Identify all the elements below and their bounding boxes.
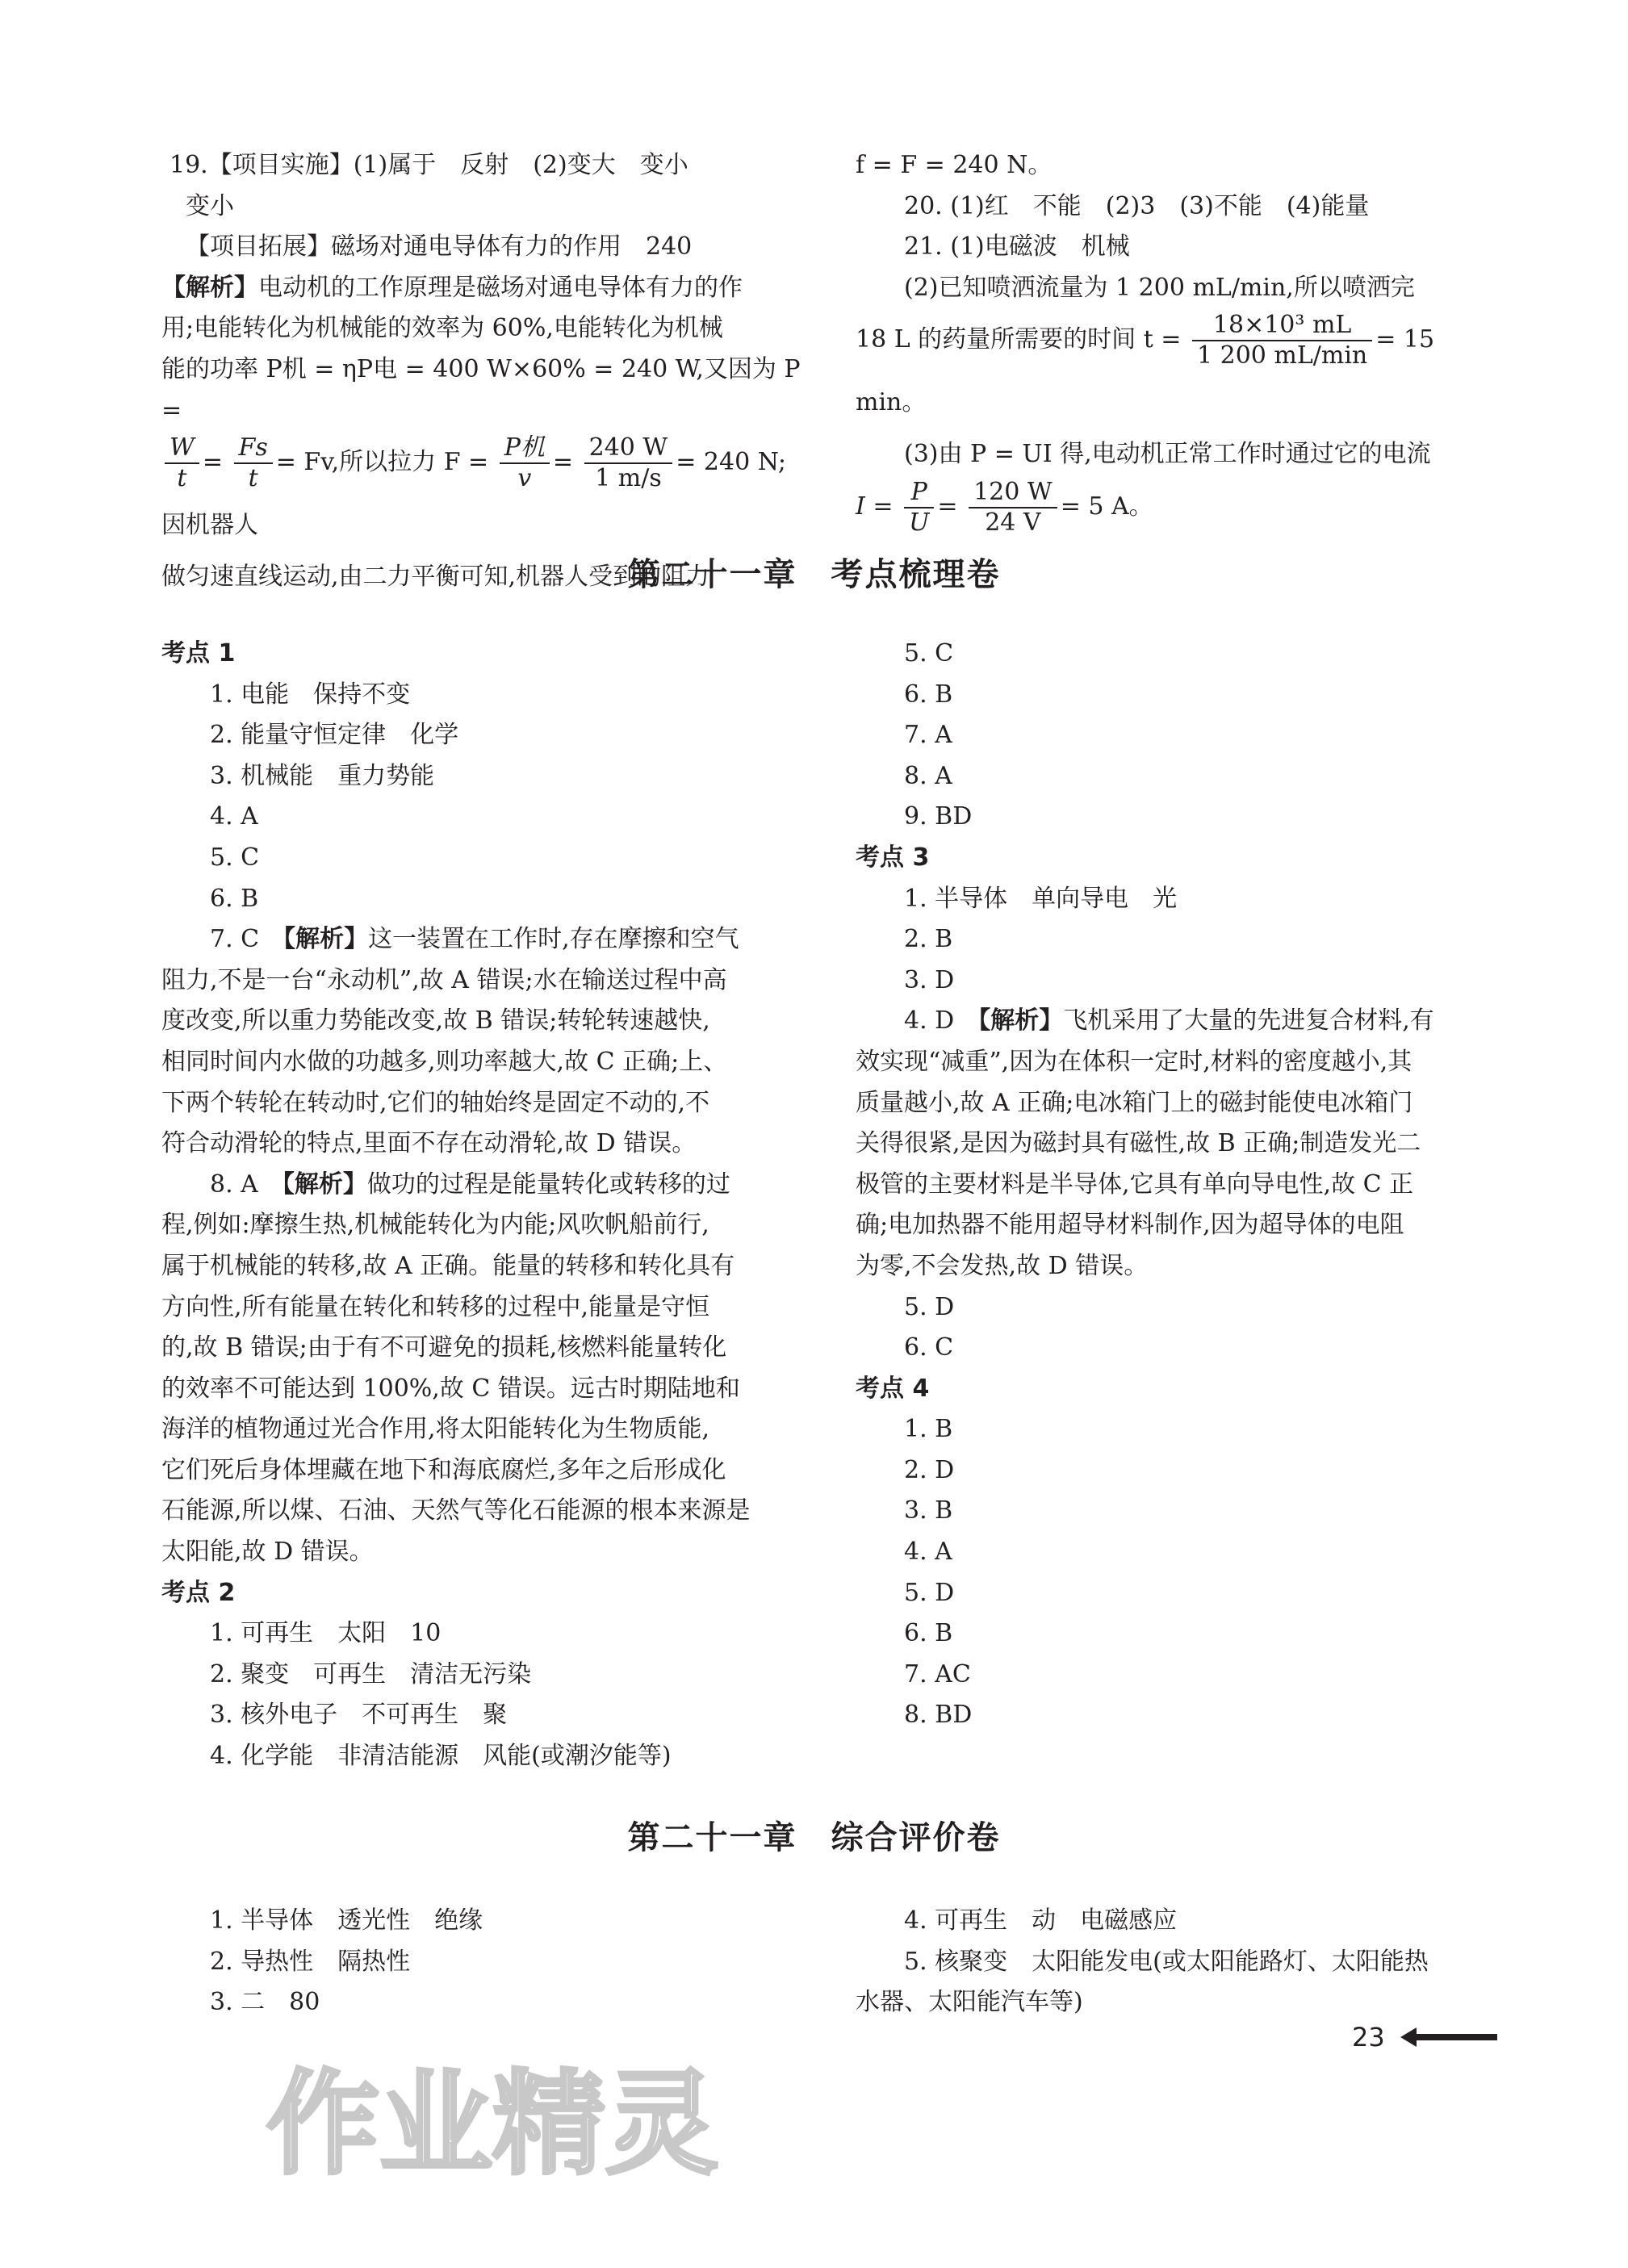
bottom-right-column (856, 1901, 1501, 2023)
friction-answer: f = F = 240 N。 (856, 151, 1053, 179)
kd2-item: 2. 聚变 可再生 清洁无污染 (210, 1659, 532, 1688)
q21-line1: 21. (1)电磁波 机械 (904, 232, 1130, 262)
kd2-item: 1. 可再生 太阳 10 (210, 1619, 442, 1648)
kd1-q8-line: 太阳能,故 D 错误。 (161, 1538, 374, 1567)
kd1-item: 5. C (210, 843, 260, 872)
kd4-item: 7. AC (904, 1659, 971, 1688)
kd2-item: 6. B (904, 680, 953, 709)
q19-jiexi-3: 能的功率 P机 = ηP电 = 400 W×60% = 240 W,又因为 P = (161, 354, 801, 425)
kd4-item: 4. A (904, 1538, 952, 1567)
kd2-item: 4. 化学能 非清洁能源 风能(或潮汐能等) (210, 1742, 672, 1771)
kd1-q8-line: 石能源,所以煤、石油、天然气等化石能源的根本来源是 (161, 1496, 751, 1525)
fraction-p-over-u: $\frac{P}{U}$ (904, 478, 934, 538)
top-left-column (161, 145, 807, 598)
kd2-item: 9. BD (904, 802, 973, 831)
zonghe-item: 4. 可再生 动 电磁感应 (904, 1906, 1178, 1935)
kd1-item: 1. 电能 保持不变 (210, 680, 411, 709)
kd3-q4-line: 为零,不会发热,故 D 错误。 (856, 1251, 1149, 1280)
fraction-w-over-t: $\frac{W}{t}$ (165, 433, 199, 493)
kd3-q4-line: 效实现“减重”,因为在体积一定时,材料的密度越小,其 (856, 1047, 1412, 1076)
kd3-item: 6. C (904, 1333, 954, 1362)
kd1-q8: 8. A 【解析】做功的过程是能量转化或转移的过 (210, 1170, 730, 1199)
kd1-title: 考点 1 (161, 639, 236, 667)
kd3-title: 考点 3 (856, 843, 930, 872)
q21-line4: (3)由 P = UI 得,电动机正常工作时通过它的电流 (904, 440, 1431, 469)
kd2-item: 5. C (904, 639, 954, 667)
watermark-logo (258, 2034, 719, 2195)
q19-line2: 变小 (186, 191, 234, 220)
q20: 20. (1)红 不能 (2)3 (3)不能 (4)能量 (904, 191, 1370, 220)
top-right-column (856, 145, 1501, 538)
kd4-title: 考点 4 (856, 1374, 930, 1403)
fraction-240w-over-1ms: $\frac{240 W}{1 m/s}$ (584, 433, 673, 493)
kd1-q7-line: 下两个转轮在转动时,它们的轴始终是固定不动的,不 (161, 1088, 710, 1117)
zonghe-item: 5. 核聚变 太阳能发电(或太阳能路灯、太阳能热 (904, 1947, 1429, 1976)
kd4-item: 5. D (904, 1578, 955, 1607)
kd1-q8-line: 海洋的植物通过光合作用,将太阳能转化为生物质能, (161, 1415, 710, 1444)
kd1-q7-line: 度改变,所以重力势能改变,故 B 错误;转轮转速越快, (161, 1006, 710, 1036)
kd1-item: 6. B (210, 884, 259, 913)
zonghe-item: 水器、太阳能汽车等) (856, 1988, 1083, 2017)
q19-jiexi-4: $\frac{W}{t}$ = $\frac{Fs}{t}$ = Fv,所以拉力 F = $\frac{\text{P机}}{v}$ = $\frac{240 W}{1 m/s}$ = 240 N;因机器人 (161, 433, 787, 540)
section-title-zonghe: 第二十一章 综合评价卷 (627, 1819, 1001, 1856)
fraction-time: $\frac{\text{18×10³ mL}}{1 200 mL/\min}$ (1192, 311, 1372, 370)
kd1-item: 3. 机械能 重力势能 (210, 761, 435, 790)
section-title-kaodian: 第二十一章 考点梳理卷 (627, 556, 1001, 593)
zonghe-item: 2. 导热性 隔热性 (210, 1947, 411, 1976)
kd1-q8-line: 程,例如:摩擦生热,机械能转化为内能;风吹帆船前行, (161, 1211, 709, 1240)
kd3-q4-line: 质量越小,故 A 正确;电冰箱门上的磁封能使电冰箱门 (856, 1088, 1413, 1117)
kd1-item: 2. 能量守恒定律 化学 (210, 721, 459, 750)
kd1-q8-line: 属于机械能的转移,故 A 正确。能量的转移和转化具有 (161, 1251, 735, 1280)
zonghe-item: 3. 二 80 (210, 1988, 320, 2017)
jiexi-tag: 【解析】 (161, 273, 258, 302)
kd1-item: 4. A (210, 802, 258, 831)
kd1-q8-line: 的效率不可能达到 100%,故 C 错误。远古时期陆地和 (161, 1374, 740, 1403)
kd4-item: 3. B (904, 1496, 953, 1525)
kd4-item: 6. B (904, 1619, 953, 1648)
kd1-q7: 7. C 【解析】这一装置在工作时,存在摩擦和空气 (210, 925, 739, 954)
kd3-item: 3. D (904, 965, 955, 994)
q21-line5: I = $\frac{P}{U}$ = $\frac{120 W}{24 V}$ = 5 A。 (856, 477, 1153, 537)
watermark-text: 作业精灵 (266, 2059, 719, 2191)
kd1-q7-line: 相同时间内水做的功越多,则功率越大,故 C 正确;上、 (161, 1047, 728, 1076)
q19-jiexi-2: 用;电能转化为机械能的效率为 60%,电能转化为机械 (161, 314, 723, 343)
kd1-q7-line: 阻力,不是一台“永动机”,故 A 错误;水在输送过程中高 (161, 965, 727, 994)
mid-right-column (856, 634, 1501, 1736)
kd2-title: 考点 2 (161, 1578, 236, 1607)
kd1-q8-line: 方向性,所有能量在转化和转移的过程中,能量是守恒 (161, 1292, 710, 1321)
zonghe-item: 1. 半导体 透光性 绝缘 (210, 1906, 483, 1935)
left-arrow-icon (1400, 2026, 1497, 2048)
kd4-item: 1. B (904, 1415, 953, 1444)
kd3-item: 2. B (904, 925, 953, 954)
q21-line2: (2)已知喷洒流量为 1 200 mL/min,所以喷洒完 (904, 273, 1415, 302)
q21-line3: 18 L 的药量所需要的时间 t = $\frac{\text{18×10³ mL}}{1 200 mL/\min}$ = 15 min。 (856, 311, 1435, 417)
kd2-item: 8. A (904, 761, 952, 790)
kd2-item: 7. A (904, 721, 952, 750)
fraction-120w-over-24v: $\frac{120 W}{24 V}$ (969, 478, 1057, 538)
bottom-left-column (161, 1901, 807, 2023)
kd3-item: 1. 半导体 单向导电 光 (904, 884, 1178, 913)
kd4-item: 8. BD (904, 1701, 973, 1730)
q19-jiexi-5: 做匀速直线运动,由二力平衡可知,机器人受到的阻力 (161, 563, 710, 592)
page-number: 23 (1352, 2022, 1385, 2052)
q19-line1: 19.【项目实施】(1)属于 反射 (2)变大 变小 (169, 151, 688, 179)
kd1-q8-line: 的,故 B 错误;由于有不可避免的损耗,核燃料能量转化 (161, 1333, 727, 1362)
kd3-q4-line: 极管的主要材料是半导体,它具有单向导电性,故 C 正 (856, 1170, 1414, 1199)
kd3-q4-line: 确;电加热器不能用超导材料制作,因为超导体的电阻 (856, 1211, 1404, 1240)
kd2-item: 3. 核外电子 不可再生 聚 (210, 1701, 508, 1730)
mid-left-column (161, 634, 807, 1777)
q19-jiexi-1: 【解析】电动机的工作原理是磁场对通电导体有力的作 (161, 273, 743, 302)
kd4-item: 2. D (904, 1455, 955, 1484)
q19-tuozhan: 【项目拓展】磁场对通电导体有力的作用 240 (186, 232, 693, 262)
kd3-q4-line: 关得很紧,是因为磁封具有磁性,故 B 正确;制造发光二 (856, 1129, 1421, 1158)
kd1-q8-line: 它们死后身体埋藏在地下和海底腐烂,多年之后形成化 (161, 1455, 726, 1484)
kd1-q7-line: 符合动滑轮的特点,里面不存在动滑轮,故 D 错误。 (161, 1129, 697, 1158)
fraction-p-over-v: $\frac{\text{P机}}{v}$ (500, 433, 550, 493)
fraction-fs-over-t: $\frac{Fs}{t}$ (234, 433, 273, 493)
kd3-q4: 4. D 【解析】飞机采用了大量的先进复合材料,有 (904, 1006, 1434, 1036)
kd3-item: 5. D (904, 1292, 955, 1321)
